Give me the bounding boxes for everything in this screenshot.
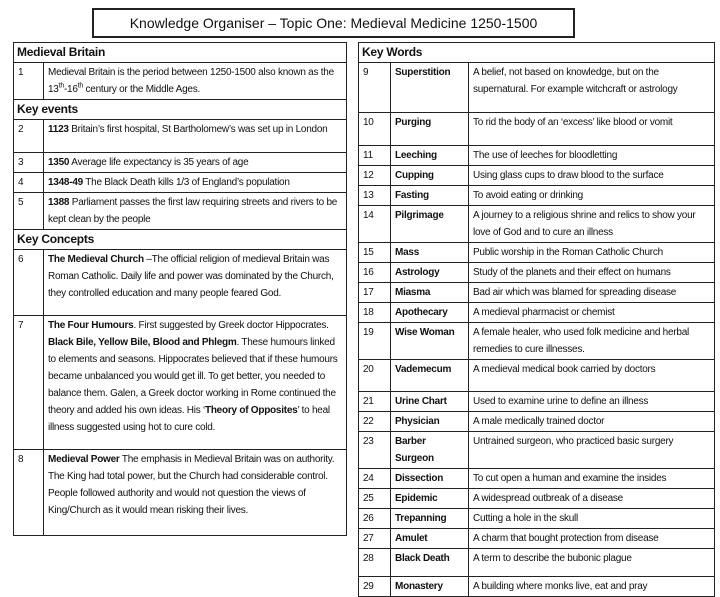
key-word-row (359, 146, 715, 166)
key-word-row (359, 206, 715, 243)
key-word-row (359, 432, 715, 469)
key-word-definition: To rid the body of an ‘excess’ like blood or vomit (469, 113, 715, 146)
table-row (14, 63, 347, 100)
key-word: Cupping (391, 166, 469, 186)
text-segment: th (58, 82, 64, 90)
key-word-definition: A male medically trained doctor (469, 412, 715, 432)
key-word-row (359, 303, 715, 323)
table-row (14, 193, 347, 230)
row-number: 29 (359, 577, 391, 597)
key-word: Apothecary (391, 303, 469, 323)
row-number: 18 (359, 303, 391, 323)
table-row (14, 450, 347, 536)
row-number: 13 (359, 186, 391, 206)
row-number: 2 (14, 120, 44, 153)
row-number: 10 (359, 113, 391, 146)
row-number: 6 (14, 250, 44, 316)
row-number: 4 (14, 173, 44, 193)
key-word: Wise Woman (391, 323, 469, 360)
text-segment: . First suggested by Greek doctor Hippocrates. (133, 320, 329, 331)
key-word-definition: A journey to a religious shrine and relics to show your love of God and to cure an illness (469, 206, 715, 243)
left-table (13, 42, 347, 536)
key-word-definition: Public worship in the Roman Catholic Church (469, 243, 715, 263)
text-segment: Medieval Britain is the period between 1250-1500 also known as the 13 (48, 67, 334, 95)
bold-text: 1350 (48, 157, 70, 168)
bold-text: The Four Humours (48, 320, 134, 331)
text-segment: th (77, 82, 84, 90)
key-word-row (359, 489, 715, 509)
key-word: Astrology (391, 263, 469, 283)
key-word: Urine Chart (391, 392, 469, 412)
bold-text: 1123 (48, 124, 69, 135)
section-heading: Medieval Britain (14, 43, 347, 63)
row-number: 7 (14, 316, 44, 450)
text-segment: Average life expectancy is 35 years of age (69, 157, 249, 168)
bold-text: Theory of Opposites (204, 405, 298, 416)
key-word: Vademecum (391, 360, 469, 392)
row-number: 1 (14, 63, 44, 100)
key-words-header (359, 43, 715, 63)
row-number: 15 (359, 243, 391, 263)
key-word-row (359, 469, 715, 489)
key-word-row (359, 166, 715, 186)
section-heading: Key Concepts (14, 230, 347, 250)
key-word-definition: A medieval medical book carried by doctors (469, 360, 715, 392)
key-word-definition: A term to describe the bubonic plague (469, 549, 715, 577)
table-row (14, 120, 347, 153)
key-word-definition: A belief, not based on knowledge, but on the supernatural. For example witchcraft or astrology (469, 63, 715, 113)
key-word-row (359, 63, 715, 113)
key-word-row (359, 186, 715, 206)
key-word-definition: The use of leeches for bloodletting (469, 146, 715, 166)
key-word-row (359, 577, 715, 597)
key-word: Purging (391, 113, 469, 146)
row-number: 28 (359, 549, 391, 577)
text-segment: Britain’s first hospital, St Bartholomew’s was set up in London (68, 124, 328, 135)
key-word-row (359, 549, 715, 577)
key-word: Mass (391, 243, 469, 263)
row-text (44, 173, 347, 193)
text-segment: ’ to heal illness suggested using hot to cure cold. (48, 405, 330, 433)
row-number: 22 (359, 412, 391, 432)
table-row (14, 250, 347, 316)
row-number: 26 (359, 509, 391, 529)
table-row (14, 153, 347, 173)
key-word-definition: A medieval pharmacist or chemist (469, 303, 715, 323)
page-title: Knowledge Organiser – Topic One: Medieval Medicine 1250-1500 (92, 8, 575, 38)
text-segment: The emphasis in Medieval Britain was on authority. The King had total power, but the Church had considerable control. People followed authority and would not question the views of King/Church as it would mean risking their lives. (48, 454, 335, 516)
bold-text: Medieval Power (48, 454, 120, 465)
row-number: 16 (359, 263, 391, 283)
key-word: Amulet (391, 529, 469, 549)
row-text (44, 193, 347, 230)
key-word-definition: Bad air which was blamed for spreading disease (469, 283, 715, 303)
key-word: Epidemic (391, 489, 469, 509)
key-word-row (359, 529, 715, 549)
row-text (44, 250, 347, 316)
key-word: Pilgrimage (391, 206, 469, 243)
text-segment: . These humours linked to elements and seasons. Hippocrates believed that if these humours became unbalanced you would get ill. To get better, you needed to balance them. Galen, a Greek doctor working in Rome continued the theory and added his own ideas. His ‘ (48, 337, 338, 416)
row-number: 8 (14, 450, 44, 536)
bold-text: The Medieval Church (48, 254, 144, 265)
key-word-row (359, 323, 715, 360)
section-header-medieval-britain (14, 43, 347, 63)
key-word: Physician (391, 412, 469, 432)
key-word-definition: A widespread outbreak of a disease (469, 489, 715, 509)
key-word-row (359, 412, 715, 432)
key-word-definition: Cutting a hole in the skull (469, 509, 715, 529)
row-number: 24 (359, 469, 391, 489)
table-row (14, 316, 347, 450)
key-word-definition: A building where monks live, eat and pray (469, 577, 715, 597)
row-number: 27 (359, 529, 391, 549)
text-segment: The Black Death kills 1/3 of England’s population (82, 177, 290, 188)
key-word: Miasma (391, 283, 469, 303)
row-text (44, 153, 347, 173)
key-word-row (359, 243, 715, 263)
row-number: 11 (359, 146, 391, 166)
table-row (14, 173, 347, 193)
row-text (44, 120, 347, 153)
key-word-row (359, 283, 715, 303)
row-text (44, 450, 347, 536)
row-number: 9 (359, 63, 391, 113)
key-word-definition: To cut open a human and examine the insides (469, 469, 715, 489)
key-word-definition: A female healer, who used folk medicine and herbal remedies to cure illnesses. (469, 323, 715, 360)
key-word: Black Death (391, 549, 469, 577)
row-number: 21 (359, 392, 391, 412)
bold-text: 1388 (48, 197, 70, 208)
key-word-definition: To avoid eating or drinking (469, 186, 715, 206)
section-header-key-concepts (14, 230, 347, 250)
text-segment: –The official religion of medieval Britain was Roman Catholic. Daily life and power was dominated by the Church, they controlled education and many people feared God. (48, 254, 334, 299)
key-word: Fasting (391, 186, 469, 206)
section-heading: Key events (14, 100, 347, 120)
row-number: 3 (14, 153, 44, 173)
key-word: Monastery (391, 577, 469, 597)
key-word: Barber Surgeon (391, 432, 469, 469)
key-word-row (359, 509, 715, 529)
row-text (44, 316, 347, 450)
row-number: 17 (359, 283, 391, 303)
text-segment: -16 (63, 84, 78, 95)
key-word-row (359, 263, 715, 283)
bold-text: Black Bile, Yellow Bile, Blood and Phlegm (48, 337, 237, 348)
section-heading: Key Words (359, 43, 715, 63)
key-word-row (359, 360, 715, 392)
bold-text: 1348-49 (48, 177, 83, 188)
key-word-definition: A charm that bought protection from disease (469, 529, 715, 549)
row-number: 14 (359, 206, 391, 243)
row-text (44, 63, 347, 100)
key-word-row (359, 392, 715, 412)
key-word-row (359, 113, 715, 146)
key-words-table (358, 42, 715, 597)
text-segment: century or the Middle Ages. (83, 84, 200, 95)
key-word: Leeching (391, 146, 469, 166)
key-word: Trepanning (391, 509, 469, 529)
row-number: 23 (359, 432, 391, 469)
key-word: Superstition (391, 63, 469, 113)
key-word-definition: Study of the planets and their effect on humans (469, 263, 715, 283)
section-header-key-events (14, 100, 347, 120)
row-number: 19 (359, 323, 391, 360)
text-segment: Parliament passes the first law requiring streets and rivers to be kept clean by the people (48, 197, 338, 225)
key-word-definition: Used to examine urine to define an illness (469, 392, 715, 412)
key-word-definition: Using glass cups to draw blood to the surface (469, 166, 715, 186)
key-word-definition: Untrained surgeon, who practiced basic surgery (469, 432, 715, 469)
row-number: 12 (359, 166, 391, 186)
key-word: Dissection (391, 469, 469, 489)
row-number: 20 (359, 360, 391, 392)
row-number: 5 (14, 193, 44, 230)
row-number: 25 (359, 489, 391, 509)
